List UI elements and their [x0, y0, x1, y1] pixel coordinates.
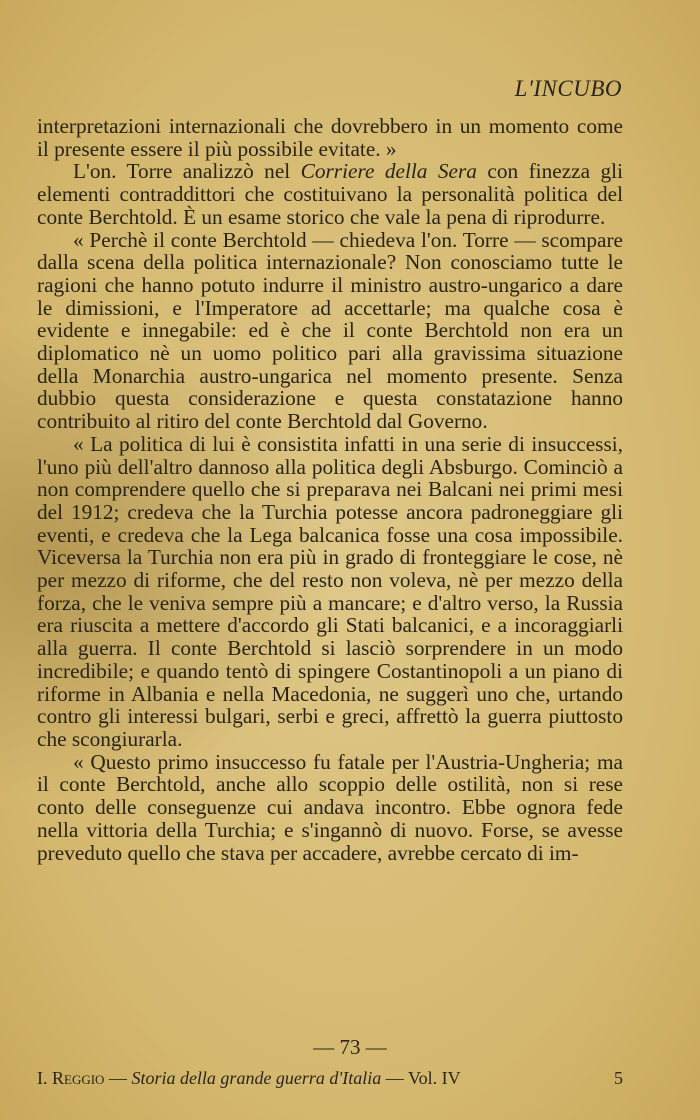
newspaper-title: Corriere della Sera: [300, 159, 477, 184]
page-number: — 73 —: [313, 1035, 387, 1059]
footer-line: [37, 1068, 623, 1089]
paragraph-2: [37, 160, 623, 228]
paragraph-1: interpretazioni internazionali che dovrebbero in un momento come il presente essere il più possibile evitate. »: [37, 114, 623, 161]
running-head: L'INCUBO: [514, 76, 622, 101]
paragraph-2-start: L'on. Torre analizzò nel: [73, 159, 301, 184]
paragraph-5: « Questo primo insuccesso fu fatale per l'Austria-Ungheria; ma il conte Berchtold, anche allo scoppio delle ostilità, non si rese conto delle conseguenze cui andava incontro. Ebbe ognora fede nella vittoria della Turchia; e s'ingannò di nuovo. Forse, se avesse preveduto quello che stava per accadere, avrebbe cercato di im-: [37, 749, 623, 865]
paragraph-2-end: con finezza gli elementi contraddittori che costituivano la personalità politica del conte Berchtold. È un esame storico che vale la pena di riprodurre.: [37, 159, 623, 229]
paragraph-4: « La politica di lui è consistita infatti in una serie di insuccessi, l'uno più dell'altro dannoso alla politica degli Absburgo. Cominciò a non comprendere quello che si preparava nei Balcani nei primi mesi del 1912; credeva che la Turchia potesse ancora padroneggiare gli eventi, e credeva che la Lega balcanica fosse una cosa impossibile. Viceversa la Turchia non era più in grado di fronteggiare le cose, nè per mezzo di riforme, che del resto non voleva, nè per mezzo della forza, che le veniva sempre più a mancare; e d'altro verso, la Russia era riuscita a mettere d'accordo gli Stati balcanici, e a incoraggiarli alla guerra. Il conte Berchtold si lasciò sorprendere in un modo incredibile; e quando tentò di spingere Costantinopoli a un piano di riforme in Albania e nella Macedonia, ne suggerì uno che, urtando contro gli interessi bulgari, serbi e greci, affrettò la guerra piuttosto che scongiurarla.: [37, 431, 623, 751]
footer-volume: — Vol. IV: [385, 1068, 461, 1088]
footer-citation: [37, 1068, 461, 1089]
footer-signature: 5: [614, 1068, 623, 1088]
footer-author: I. Reggio —: [37, 1068, 127, 1088]
body-text: [37, 115, 623, 864]
paragraph-3: « Perchè il conte Berchtold — chiedeva l'on. Torre — scompare dalla scena della politica internazionale? Non conosciamo tutte le ragioni che hanno potuto indurre il ministro austro-ungarico a dare le dimissioni, e l'Imperatore ad accettarle; ma qualche cosa è evidente e innegabile: ed è che il conte Berchtold non era un diplomatico nè un uomo politico pari alla gravissima situazione della Monarchia austro-ungarica nel momento presente. Senza dubbio questa considerazione e questa constatazione hanno contribuito al ritiro del conte Berchtold dal Governo.: [37, 227, 623, 434]
footer-title: Storia della grande guerra d'Italia: [131, 1068, 382, 1088]
